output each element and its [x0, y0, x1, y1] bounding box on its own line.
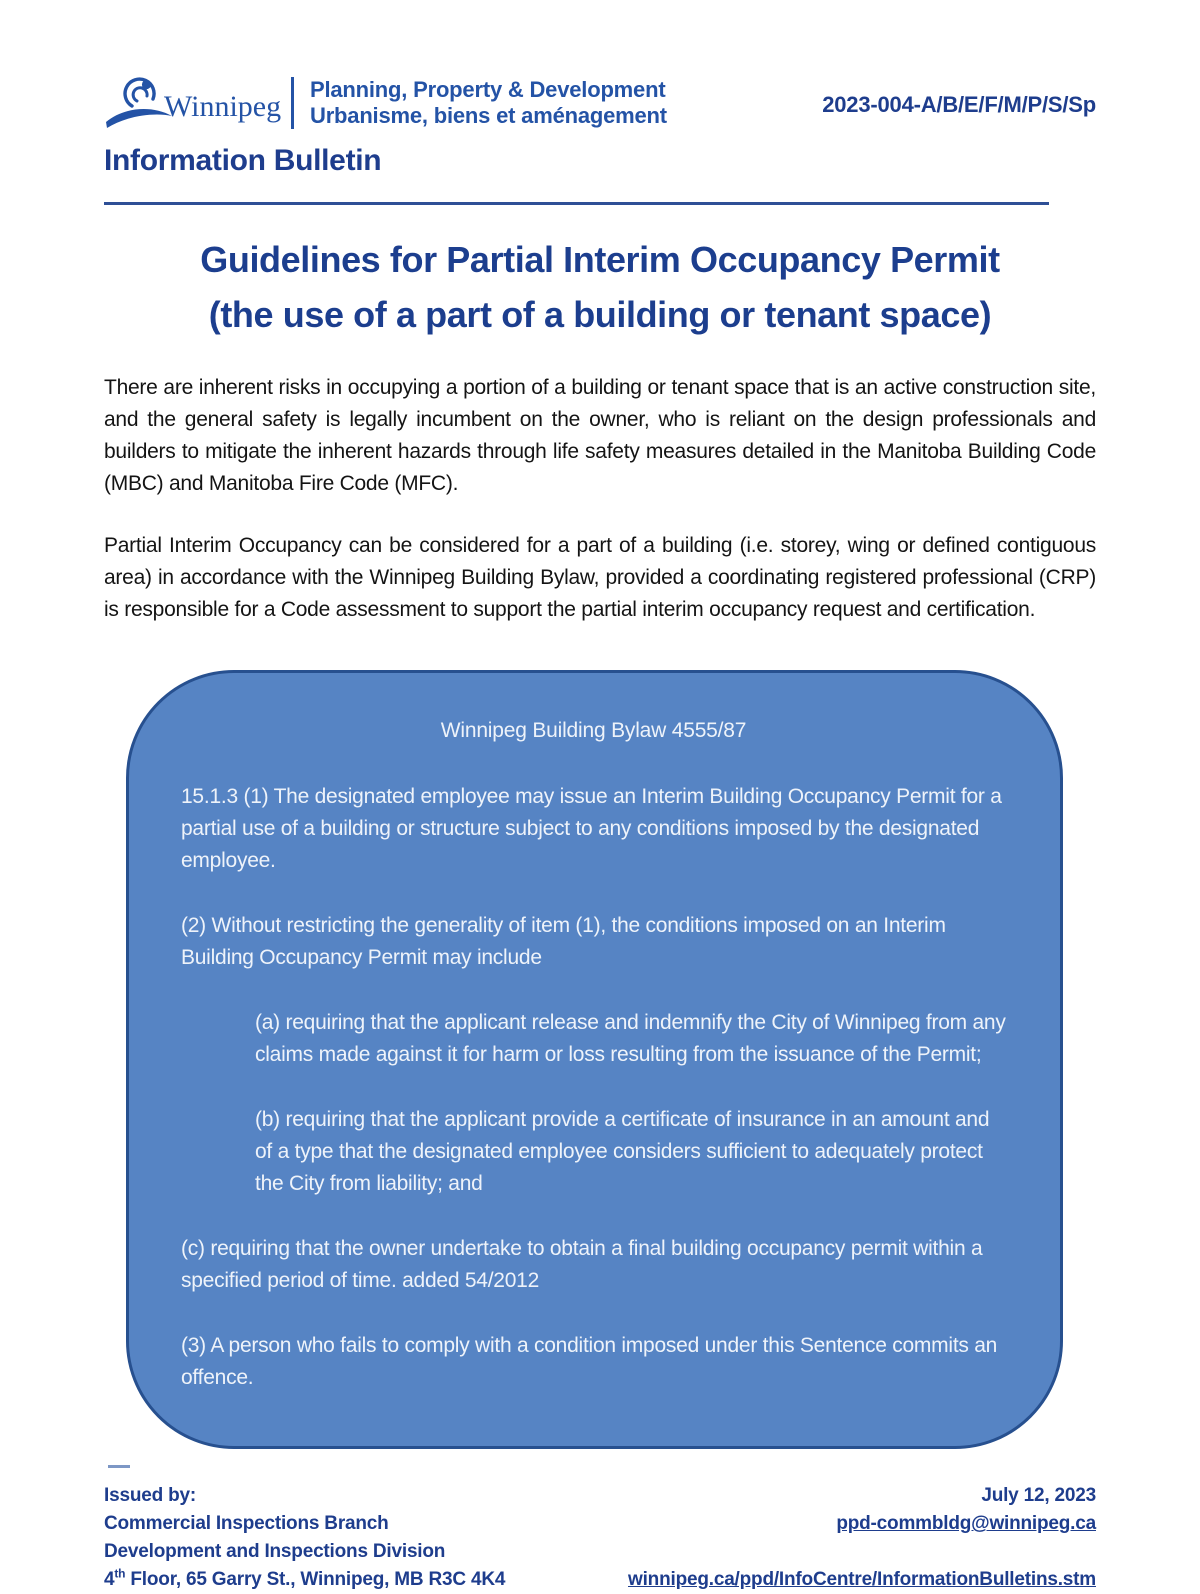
city-of-winnipeg-logo — [104, 72, 667, 134]
issued-by-label: Issued by: — [104, 1485, 196, 1507]
footer-spacer-line — [628, 1538, 1096, 1566]
issuing-address — [104, 1566, 608, 1594]
bulletin-number: 2023-004-A/B/E/F/M/P/S/Sp — [822, 92, 1096, 117]
intro-paragraph-partial-occupancy: Partial Interim Occupancy can be considered for a part of a building (i.e. storey, wing or defined contiguous area) in accordance with the Winnipeg Building Bylaw, provided a coordinating registered professional (CRP) is responsible for a Code assessment to support the partial interim occupancy request and certification. — [104, 534, 1096, 622]
address-floor-number: 4 — [104, 1569, 115, 1591]
bylaw-callout-box — [126, 670, 1063, 1449]
header — [104, 72, 1096, 134]
bylaw-clause-15-1-3-1: 15.1.3 (1) The designated employee may issue an Interim Building Occupancy Permit for a partial use of a building or structure subject to any conditions imposed by the designated employee. — [181, 785, 1002, 873]
department-name-fr: Urbanisme, biens et aménagement — [310, 103, 667, 128]
bylaw-clause-2c: (c) requiring that the owner undertake to obtain a final building occupancy permit within a specified period of time. added 54/2012 — [181, 1237, 983, 1293]
footer-issued-by-block — [104, 1482, 608, 1594]
department-name-en: Planning, Property & Development — [310, 77, 666, 103]
bylaw-clause-2a: (a) requiring that the applicant release and indemnify the City of Winnipeg from any claims made against it for harm or loss resulting from the issuance of the Permit; — [255, 1011, 1006, 1067]
bylaw-clause-2b: (b) requiring that the applicant provide a certificate of insurance in an amount and of a type that the designated employee considers sufficient to adequately protect the City from liability; and — [255, 1108, 990, 1196]
address-street: Floor, 65 Garry St., Winnipeg, MB R3C 4K4 — [125, 1569, 506, 1591]
footer — [104, 1482, 1096, 1594]
document-title — [104, 233, 1096, 342]
document-title-line1: Guidelines for Partial Interim Occupancy Permit — [200, 239, 1000, 280]
footer-contact-block — [628, 1482, 1096, 1594]
intro-paragraph-risks: There are inherent risks in occupying a portion of a building or tenant space that is an active construction site, and the general safety is legally incumbent on the owner, who is reliant on the design professionals and builders to mitigate the inherent hazards through life safety measures detailed in the Manitoba Building Code (MBC) and Manitoba Fire Code (MFC). — [104, 376, 1096, 496]
bylaw-clause-2: (2) Without restricting the generality of item (1), the conditions imposed on an Interim Building Occupancy Permit may include — [181, 914, 946, 970]
contact-email-link[interactable]: ppd-commbldg@winnipeg.ca — [836, 1513, 1096, 1535]
bulletins-website-link[interactable]: winnipeg.ca/ppd/InfoCentre/InformationBulletins.stm — [628, 1569, 1096, 1591]
bylaw-box-title: Winnipeg Building Bylaw 4555/87 — [440, 719, 747, 743]
footer-separator-dash — [108, 1465, 130, 1468]
document-title-line2: (the use of a part of a building or tenant space) — [208, 293, 992, 335]
bylaw-clause-3: (3) A person who fails to comply with a condition imposed under this Sentence commits an offence. — [181, 1334, 998, 1390]
issue-date: July 12, 2023 — [981, 1485, 1096, 1507]
winnipeg-logo-wordmark: Winnipeg — [164, 90, 282, 123]
department-name — [291, 77, 667, 129]
winnipeg-logo-icon — [104, 72, 282, 134]
issuing-branch: Commercial Inspections Branch — [104, 1513, 389, 1535]
bulletin-type-heading: Information Bulletin — [104, 144, 382, 177]
address-floor-ordinal: th — [114, 1567, 126, 1582]
issuing-division: Development and Inspections Division — [104, 1541, 446, 1563]
header-divider-rule — [104, 202, 1049, 205]
